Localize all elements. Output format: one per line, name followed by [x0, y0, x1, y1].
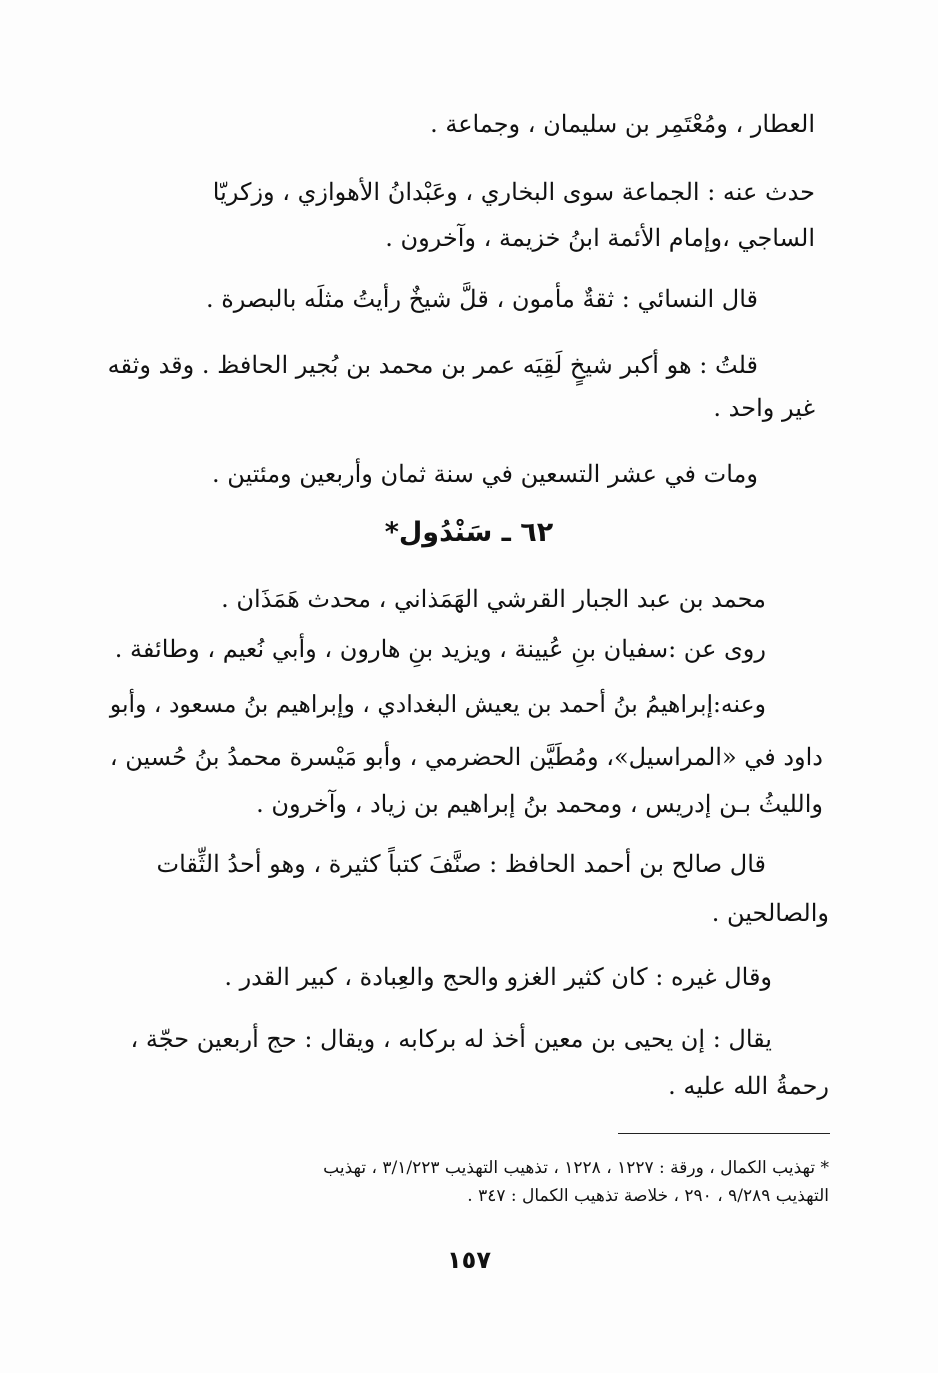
page-number: ١٥٧	[447, 1246, 491, 1274]
entry-heading: ٦٢ ـ سَنْدُول*	[384, 517, 554, 548]
footnote-line: * تهذيب الكمال ، ورقة : ١٢٢٧ ، ١٢٢٨ ، تذهيب التهذيب ٣/١/٢٢٣ ، تهذيب	[323, 1158, 829, 1178]
text-line: قال صالح بن أحمد الحافظ : صنَّفَ كتباً كثيرة ، وهو أحدُ الثِّقات	[156, 850, 766, 878]
text-line: العطار ، ومُعْتَمِر بن سليمان ، وجماعة .	[430, 110, 815, 138]
text-line: قلتُ : هو أكبر شيخٍ لَقِيَه عمر بن محمد بن بُجير الحافظ . وقد وثقه	[107, 351, 758, 379]
text-line: حدث عنه : الجماعة سوى البخاري ، وعَبْدانُ الأهوازي ، وزكريّا	[212, 178, 815, 206]
text-line: رحمةُ الله عليه .	[668, 1072, 829, 1100]
text-line: روى عن :سفيان بنِ عُيينة ، ويزيد بنِ هارون ، وأبي نُعيم ، وطائفة .	[114, 635, 766, 663]
text-line: غير واحد .	[713, 394, 815, 422]
text-line: الساجي ،وإمام الأئمة ابنُ خزيمة ، وآخرون .	[385, 224, 815, 252]
text-line: والليثُ بـن إدريس ، ومحمد بنُ إبراهيم بن زياد ، وآخرون .	[256, 790, 823, 818]
text-line: قال النسائي : ثقةٌ مأمون ، قلَّ شيخٌ رأيتُ مثلَه بالبصرة .	[205, 285, 758, 313]
text-line: وعنه:إبراهيمُ بنُ أحمد بن يعيش البغدادي ، وإبراهيم بنُ مسعود ، وأبو	[109, 690, 766, 718]
footnote-line: التهذيب ٩/٢٨٩ ، ٢٩٠ ، خلاصة تذهيب الكمال : ٣٤٧ .	[467, 1186, 829, 1206]
text-line: يقال : إن يحيى بن معين أخذ له بركابه ، ويقال : حج أربعين حجّة ،	[130, 1025, 772, 1053]
text-line: داود في «المراسيل»، ومُطَيَّن الحضرمي ، وأبو مَيْسرة محمدُ بنُ حُسين ،	[109, 743, 823, 771]
text-line: ومات في عشر التسعين في سنة ثمان وأربعين ومئتين .	[211, 460, 758, 488]
footnote-separator	[618, 1133, 830, 1134]
text-line: والصالحين .	[711, 899, 829, 927]
text-line: وقال غيره : كان كثير الغزو والحج والعِبادة ، كبير القدر .	[224, 963, 772, 991]
text-line: محمد بن عبد الجبار القرشي الهَمَذاني ، محدث هَمَذَان .	[221, 585, 766, 613]
